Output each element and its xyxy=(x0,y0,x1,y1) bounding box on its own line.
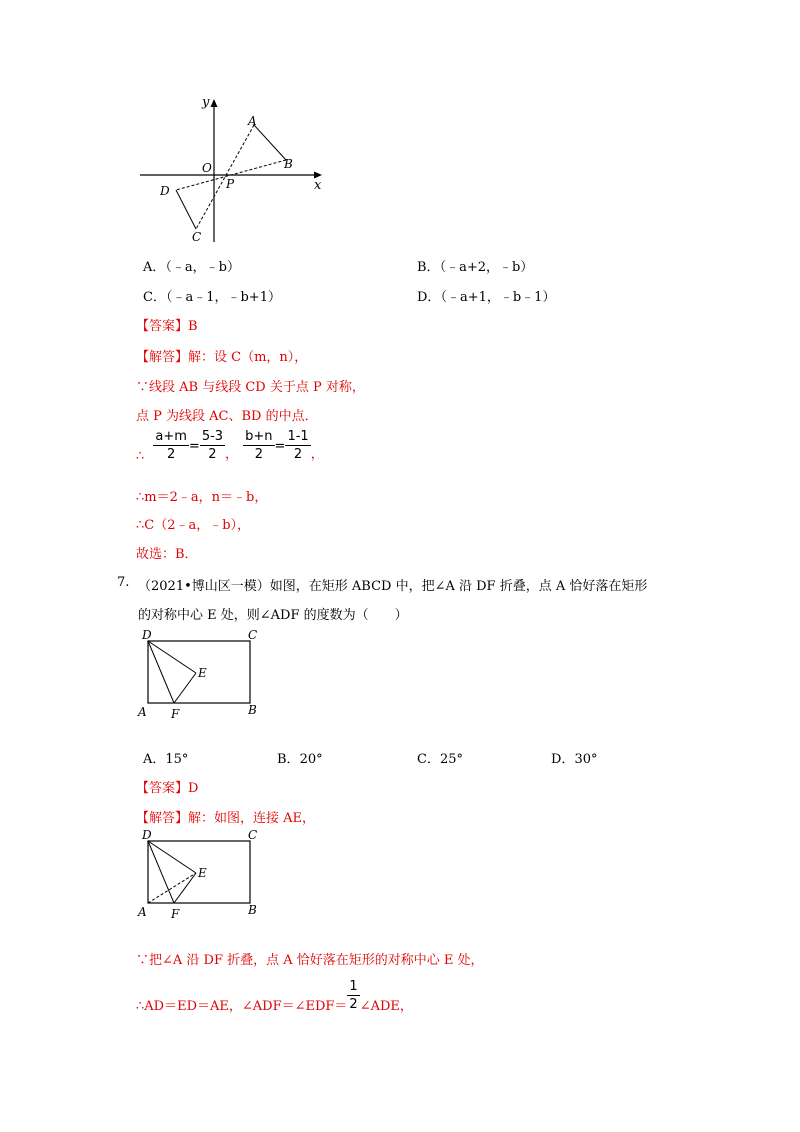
label-d: D xyxy=(142,828,152,842)
q6-option-c: C．（﹣a﹣1，﹣b+1） xyxy=(143,290,281,305)
segment-cd xyxy=(176,190,196,229)
figure-rectangle-fold xyxy=(136,626,266,722)
label-c: C xyxy=(248,828,258,842)
q7-option-d: D．30° xyxy=(551,752,598,767)
label-a: A xyxy=(138,705,147,719)
figure-coordinate-symmetry xyxy=(136,92,336,247)
label-a: A xyxy=(138,905,147,919)
dashed-segment-ac xyxy=(196,125,254,229)
q7-solution-line2: ∵把∠A 沿 DF 折叠，点 A 恰好落在矩形的对称中心 E 处， xyxy=(136,953,484,968)
label-x: x xyxy=(314,178,322,193)
q6-option-d: D．（﹣a+1，﹣b﹣1） xyxy=(417,290,556,305)
q6-solution-line3: 点 P 为线段 AC、BD 的中点． xyxy=(136,409,318,424)
label-p: P xyxy=(226,177,235,191)
q7-solution-line1: 【解答】解：如图，连接 AE， xyxy=(136,811,316,826)
q7-option-c: C．25° xyxy=(417,752,463,767)
q7-answer: 【答案】D xyxy=(136,781,199,796)
q7-stem-line2: 的对称中心 E 处，则∠ADF 的度数为（ ） xyxy=(138,608,408,623)
q7-stem-line1: （2021•博山区一模）如图，在矩形 ABCD 中，把∠A 沿 DF 折叠，点 A 恰好落在矩形 xyxy=(138,579,648,594)
segment-ab xyxy=(254,125,286,160)
fraction-b-plus-n: $\frac{b+n}{2}$ xyxy=(245,429,273,462)
q7-solution-line3: $_{\therefore AD=ED=AE,\angle ADF=\angle EDF=}$ $\frac{1}{2}$ $_{\angle ADE,}$ xyxy=(136,979,413,1014)
segment-df xyxy=(148,841,174,903)
label-o: O xyxy=(202,161,212,175)
label-d: D xyxy=(142,628,152,642)
label-a: A xyxy=(248,114,257,128)
q7-option-a: A．15° xyxy=(143,752,189,767)
label-e: E xyxy=(198,866,207,880)
figure-rectangle-fold-solution xyxy=(136,826,266,922)
q6-option-a: A．（﹣a，﹣b） xyxy=(143,260,240,275)
y-axis-arrow xyxy=(211,99,218,107)
q6-answer: 【答案】B xyxy=(136,319,198,334)
label-c: C xyxy=(248,628,258,642)
label-d: D xyxy=(160,184,170,198)
segment-ef xyxy=(174,673,196,703)
q6-solution-line7: 故选：B． xyxy=(136,547,198,562)
fraction-5-minus-3: $\frac{5-3}{2}$ xyxy=(201,429,224,462)
q6-solution-fraction-line: $_\therefore$ $\frac{a+m}{2}$ = $\frac{5-3}{2}$ $_,$ $\frac{b+n}{2}$ = $\frac{1-1}{2}$ $_,$ xyxy=(136,429,324,464)
q6-solution-line1: 【解答】解：设 C（m，n）， xyxy=(136,350,308,365)
q6-solution-line2: ∵线段 AB 与线段 CD 关于点 P 对称， xyxy=(136,380,365,395)
label-b: B xyxy=(248,703,257,717)
fraction-a-plus-m: $\frac{a+m}{2}$ xyxy=(155,429,187,462)
label-c: C xyxy=(192,230,202,244)
q6-solution-line6: ∴C（2﹣a，﹣b）， xyxy=(136,518,251,533)
segment-df xyxy=(148,641,174,703)
label-y: y xyxy=(202,95,210,110)
therefore-symbol: ∴ xyxy=(136,449,145,464)
q7-number: 7. xyxy=(117,575,130,590)
label-e: E xyxy=(198,666,207,680)
label-f: F xyxy=(171,707,180,721)
segment-ef xyxy=(174,873,196,903)
fraction-1-minus-1: $\frac{1-1}{2}$ xyxy=(287,429,309,462)
q6-solution-line5: ∴m＝2﹣a，n＝﹣b， xyxy=(136,490,268,505)
q7-option-b: B．20° xyxy=(277,752,323,767)
label-f: F xyxy=(171,907,180,921)
label-b: B xyxy=(284,157,293,171)
q6-option-b: B．（﹣a+2，﹣b） xyxy=(417,260,534,275)
label-b: B xyxy=(248,903,257,917)
fraction-one-half: $\frac{1}{2}$ xyxy=(349,979,358,1012)
